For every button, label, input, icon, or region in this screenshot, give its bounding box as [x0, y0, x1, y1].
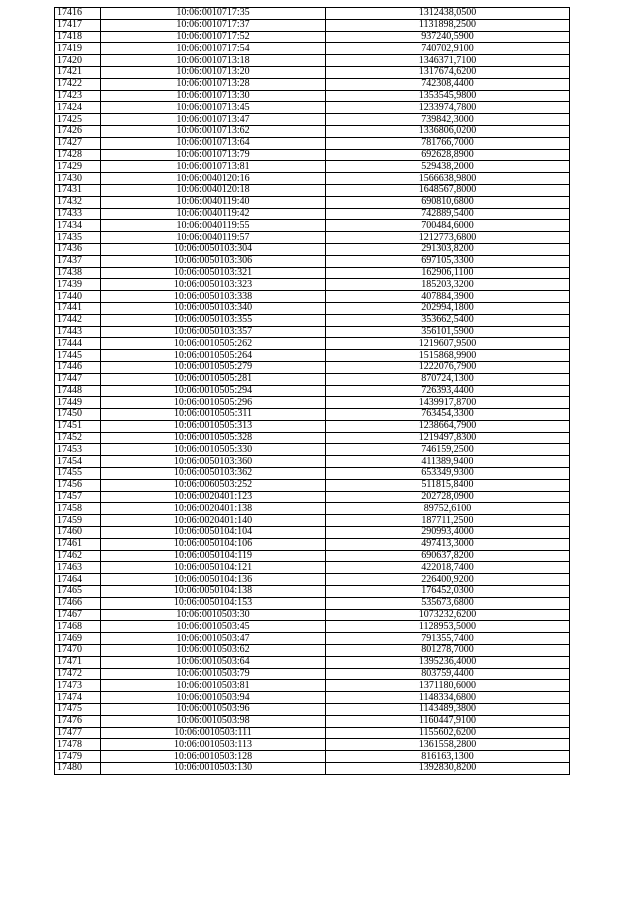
table-row	[55, 715, 570, 727]
table-row	[55, 491, 570, 503]
table-row	[55, 208, 570, 220]
cadastral-number-cell: 10:06:0050103:340	[101, 302, 326, 314]
row-number-cell: 17433	[55, 208, 101, 220]
cadastral-number-cell: 10:06:0010505:264	[101, 350, 326, 362]
row-number-cell: 17442	[55, 314, 101, 326]
row-number-cell: 17464	[55, 574, 101, 586]
value-cell: 1212773,6800	[326, 232, 570, 244]
row-number-cell: 17473	[55, 680, 101, 692]
row-number-cell: 17428	[55, 149, 101, 161]
cadastral-number-cell: 10:06:0050103:355	[101, 314, 326, 326]
value-cell: 356101,5900	[326, 326, 570, 338]
row-number-cell: 17445	[55, 350, 101, 362]
row-number-cell: 17432	[55, 196, 101, 208]
value-cell: 697105,3300	[326, 255, 570, 267]
row-number-cell: 17438	[55, 267, 101, 279]
value-cell: 801278,7000	[326, 645, 570, 657]
row-number-cell: 17468	[55, 621, 101, 633]
table-row	[55, 656, 570, 668]
value-cell: 1439917,8700	[326, 397, 570, 409]
cadastral-number-cell: 10:06:0010505:328	[101, 432, 326, 444]
row-number-cell: 17454	[55, 456, 101, 468]
table-row	[55, 291, 570, 303]
table-row	[55, 586, 570, 598]
cadastral-number-cell: 10:06:0010503:62	[101, 645, 326, 657]
value-cell: 1238664,7900	[326, 420, 570, 432]
cadastral-number-cell: 10:06:0020401:140	[101, 515, 326, 527]
value-cell: 1566638,9800	[326, 173, 570, 185]
row-number-cell: 17434	[55, 220, 101, 232]
row-number-cell: 17478	[55, 739, 101, 751]
row-number-cell: 17452	[55, 432, 101, 444]
table-row	[55, 326, 570, 338]
value-cell: 937240,5900	[326, 31, 570, 43]
row-number-cell: 17422	[55, 78, 101, 90]
cadastral-number-cell: 10:06:0050103:323	[101, 279, 326, 291]
row-number-cell: 17437	[55, 255, 101, 267]
table-row	[55, 562, 570, 574]
table-row	[55, 680, 570, 692]
cadastral-number-cell: 10:06:0010503:94	[101, 692, 326, 704]
value-cell: 176452,0300	[326, 586, 570, 598]
row-number-cell: 17424	[55, 102, 101, 114]
row-number-cell: 17421	[55, 66, 101, 78]
row-number-cell: 17444	[55, 338, 101, 350]
cadastral-number-cell: 10:06:0010505:296	[101, 397, 326, 409]
row-number-cell: 17460	[55, 527, 101, 539]
value-cell: 1219497,8300	[326, 432, 570, 444]
value-cell: 422018,7400	[326, 562, 570, 574]
value-cell: 690637,8200	[326, 550, 570, 562]
value-cell: 407884,3900	[326, 291, 570, 303]
table-row	[55, 527, 570, 539]
value-cell: 162906,1100	[326, 267, 570, 279]
cadastral-number-cell: 10:06:0040119:57	[101, 232, 326, 244]
value-cell: 497413,3000	[326, 538, 570, 550]
row-number-cell: 17423	[55, 90, 101, 102]
table-row	[55, 373, 570, 385]
row-number-cell: 17463	[55, 562, 101, 574]
cadastral-number-cell: 10:06:0020401:123	[101, 491, 326, 503]
cadastral-number-cell: 10:06:0010717:37	[101, 19, 326, 31]
row-number-cell: 17471	[55, 656, 101, 668]
row-number-cell: 17472	[55, 668, 101, 680]
row-number-cell: 17440	[55, 291, 101, 303]
row-number-cell: 17450	[55, 409, 101, 421]
row-number-cell: 17457	[55, 491, 101, 503]
row-number-cell: 17430	[55, 173, 101, 185]
cadastral-number-cell: 10:06:0010505:262	[101, 338, 326, 350]
table-row	[55, 633, 570, 645]
cadastral-number-cell: 10:06:0010503:96	[101, 704, 326, 716]
table-row	[55, 125, 570, 137]
value-cell: 1392830,8200	[326, 763, 570, 775]
value-cell: 1131898,2500	[326, 19, 570, 31]
cadastral-number-cell: 10:06:0040120:16	[101, 173, 326, 185]
value-cell: 1155602,6200	[326, 727, 570, 739]
table-row	[55, 609, 570, 621]
table-row	[55, 184, 570, 196]
cadastral-number-cell: 10:06:0010717:52	[101, 31, 326, 43]
table-row	[55, 692, 570, 704]
table-row	[55, 196, 570, 208]
value-cell: 870724,1300	[326, 373, 570, 385]
cadastral-number-cell: 10:06:0050103:306	[101, 255, 326, 267]
cadastral-number-cell: 10:06:0010717:35	[101, 8, 326, 20]
value-cell: 1346371,7100	[326, 55, 570, 67]
table-row	[55, 149, 570, 161]
value-cell: 1128953,5000	[326, 621, 570, 633]
row-number-cell: 17476	[55, 715, 101, 727]
row-number-cell: 17436	[55, 243, 101, 255]
table-row	[55, 43, 570, 55]
table-row	[55, 232, 570, 244]
table-row	[55, 739, 570, 751]
row-number-cell: 17419	[55, 43, 101, 55]
value-cell: 187711,2500	[326, 515, 570, 527]
table-row	[55, 338, 570, 350]
value-cell: 1336806,0200	[326, 125, 570, 137]
cadastral-number-cell: 10:06:0040120:18	[101, 184, 326, 196]
value-cell: 185203,3200	[326, 279, 570, 291]
cadastral-number-cell: 10:06:0020401:138	[101, 503, 326, 515]
table-row	[55, 503, 570, 515]
row-number-cell: 17448	[55, 385, 101, 397]
cadastral-number-cell: 10:06:0050104:136	[101, 574, 326, 586]
table-row	[55, 621, 570, 633]
table-row	[55, 161, 570, 173]
table-row	[55, 302, 570, 314]
cadastral-number-cell: 10:06:0010505:281	[101, 373, 326, 385]
table-row	[55, 102, 570, 114]
value-cell: 1515868,9900	[326, 350, 570, 362]
cadastral-number-cell: 10:06:0010713:64	[101, 137, 326, 149]
value-cell: 781766,7000	[326, 137, 570, 149]
table-row	[55, 550, 570, 562]
value-cell: 692628,8900	[326, 149, 570, 161]
value-cell: 1160447,9100	[326, 715, 570, 727]
value-cell: 511815,8400	[326, 479, 570, 491]
value-cell: 690810,6800	[326, 196, 570, 208]
cadastral-number-cell: 10:06:0010503:128	[101, 751, 326, 763]
table-row	[55, 479, 570, 491]
table-row	[55, 397, 570, 409]
table-row	[55, 314, 570, 326]
value-cell: 740702,9100	[326, 43, 570, 55]
value-cell: 1233974,7800	[326, 102, 570, 114]
cadastral-number-cell: 10:06:0010503:79	[101, 668, 326, 680]
row-number-cell: 17459	[55, 515, 101, 527]
table-row	[55, 468, 570, 480]
row-number-cell: 17461	[55, 538, 101, 550]
cadastral-number-cell: 10:06:0010505:311	[101, 409, 326, 421]
row-number-cell: 17470	[55, 645, 101, 657]
table-row	[55, 31, 570, 43]
cadastral-number-cell: 10:06:0010503:111	[101, 727, 326, 739]
value-cell: 1312438,0500	[326, 8, 570, 20]
row-number-cell: 17447	[55, 373, 101, 385]
row-number-cell: 17443	[55, 326, 101, 338]
row-number-cell: 17439	[55, 279, 101, 291]
value-cell: 1371180,6000	[326, 680, 570, 692]
table-row	[55, 279, 570, 291]
table-row	[55, 361, 570, 373]
table-row	[55, 55, 570, 67]
cadastral-number-cell: 10:06:0010505:294	[101, 385, 326, 397]
row-number-cell: 17462	[55, 550, 101, 562]
cadastral-number-cell: 10:06:0010503:98	[101, 715, 326, 727]
cadastral-number-cell: 10:06:0040119:42	[101, 208, 326, 220]
table-row	[55, 574, 570, 586]
row-number-cell: 17458	[55, 503, 101, 515]
value-cell: 1219607,9500	[326, 338, 570, 350]
value-cell: 763454,3300	[326, 409, 570, 421]
table-row	[55, 173, 570, 185]
cadastral-number-cell: 10:06:0050103:360	[101, 456, 326, 468]
cadastral-number-cell: 10:06:0010717:54	[101, 43, 326, 55]
value-cell: 1143489,3800	[326, 704, 570, 716]
value-cell: 726393,4400	[326, 385, 570, 397]
value-cell: 791355,7400	[326, 633, 570, 645]
row-number-cell: 17429	[55, 161, 101, 173]
cadastral-number-cell: 10:06:0040119:55	[101, 220, 326, 232]
row-number-cell: 17469	[55, 633, 101, 645]
row-number-cell: 17435	[55, 232, 101, 244]
table-row	[55, 763, 570, 775]
table-row	[55, 668, 570, 680]
table-row	[55, 727, 570, 739]
cadastral-number-cell: 10:06:0010713:62	[101, 125, 326, 137]
cadastral-number-cell: 10:06:0010503:30	[101, 609, 326, 621]
value-cell: 1073232,6200	[326, 609, 570, 621]
cadastral-number-cell: 10:06:0050104:106	[101, 538, 326, 550]
cadastral-number-cell: 10:06:0040119:40	[101, 196, 326, 208]
table-row	[55, 645, 570, 657]
cadastral-number-cell: 10:06:0010503:113	[101, 739, 326, 751]
row-number-cell: 17449	[55, 397, 101, 409]
cadastral-number-cell: 10:06:0010503:47	[101, 633, 326, 645]
table-row	[55, 456, 570, 468]
value-cell: 353662,5400	[326, 314, 570, 326]
table-row	[55, 420, 570, 432]
value-cell: 290993,4000	[326, 527, 570, 539]
value-cell: 202994,1800	[326, 302, 570, 314]
table-row	[55, 114, 570, 126]
cadastral-number-cell: 10:06:0050104:121	[101, 562, 326, 574]
table-row	[55, 515, 570, 527]
table-row	[55, 243, 570, 255]
value-cell: 89752,6100	[326, 503, 570, 515]
row-number-cell: 17474	[55, 692, 101, 704]
row-number-cell: 17465	[55, 586, 101, 598]
value-cell: 226400,9200	[326, 574, 570, 586]
value-cell: 1648567,8000	[326, 184, 570, 196]
row-number-cell: 17418	[55, 31, 101, 43]
row-number-cell: 17420	[55, 55, 101, 67]
cadastral-number-cell: 10:06:0050103:362	[101, 468, 326, 480]
value-cell: 1317674,6200	[326, 66, 570, 78]
cadastral-number-cell: 10:06:0010713:28	[101, 78, 326, 90]
cadastral-number-cell: 10:06:0060503:252	[101, 479, 326, 491]
table-row	[55, 538, 570, 550]
table-row	[55, 66, 570, 78]
cadastral-number-cell: 10:06:0010713:81	[101, 161, 326, 173]
cadastral-number-cell: 10:06:0050103:357	[101, 326, 326, 338]
row-number-cell: 17453	[55, 444, 101, 456]
row-number-cell: 17416	[55, 8, 101, 20]
value-cell: 653349,9300	[326, 468, 570, 480]
cadastral-number-cell: 10:06:0050104:119	[101, 550, 326, 562]
value-cell: 1353545,9800	[326, 90, 570, 102]
table-body	[55, 8, 570, 775]
cadastral-number-cell: 10:06:0050104:104	[101, 527, 326, 539]
cadastral-number-cell: 10:06:0010505:313	[101, 420, 326, 432]
cadastral-number-cell: 10:06:0010505:330	[101, 444, 326, 456]
table-row	[55, 597, 570, 609]
row-number-cell: 17431	[55, 184, 101, 196]
row-number-cell: 17426	[55, 125, 101, 137]
value-cell: 1395236,4000	[326, 656, 570, 668]
row-number-cell: 17427	[55, 137, 101, 149]
row-number-cell: 17480	[55, 763, 101, 775]
table-row	[55, 8, 570, 20]
value-cell: 803759,4400	[326, 668, 570, 680]
table-row	[55, 19, 570, 31]
cadastral-number-cell: 10:06:0010503:45	[101, 621, 326, 633]
table-row	[55, 409, 570, 421]
table-row	[55, 137, 570, 149]
table-row	[55, 444, 570, 456]
value-cell: 1222076,7900	[326, 361, 570, 373]
value-cell: 746159,2500	[326, 444, 570, 456]
cadastral-number-cell: 10:06:0010503:81	[101, 680, 326, 692]
cadastral-number-cell: 10:06:0050104:138	[101, 586, 326, 598]
table-row	[55, 385, 570, 397]
value-cell: 529438,2000	[326, 161, 570, 173]
value-cell: 739842,3000	[326, 114, 570, 126]
value-cell: 1361558,2800	[326, 739, 570, 751]
row-number-cell: 17477	[55, 727, 101, 739]
table-row	[55, 432, 570, 444]
row-number-cell: 17475	[55, 704, 101, 716]
row-number-cell: 17466	[55, 597, 101, 609]
cadastral-number-cell: 10:06:0010503:130	[101, 763, 326, 775]
cadastral-number-cell: 10:06:0010713:45	[101, 102, 326, 114]
value-cell: 291303,8200	[326, 243, 570, 255]
table-row	[55, 267, 570, 279]
table-row	[55, 90, 570, 102]
table-row	[55, 78, 570, 90]
cadastral-number-cell: 10:06:0050103:304	[101, 243, 326, 255]
cadastral-number-cell: 10:06:0050103:338	[101, 291, 326, 303]
row-number-cell: 17456	[55, 479, 101, 491]
row-number-cell: 17455	[55, 468, 101, 480]
cadastral-number-cell: 10:06:0010713:20	[101, 66, 326, 78]
value-cell: 411389,9400	[326, 456, 570, 468]
row-number-cell: 17425	[55, 114, 101, 126]
table-row	[55, 220, 570, 232]
row-number-cell: 17441	[55, 302, 101, 314]
row-number-cell: 17479	[55, 751, 101, 763]
cadastral-number-cell: 10:06:0010713:47	[101, 114, 326, 126]
value-cell: 700484,6000	[326, 220, 570, 232]
value-cell: 1148334,6800	[326, 692, 570, 704]
value-cell: 816163,1300	[326, 751, 570, 763]
table-row	[55, 350, 570, 362]
value-cell: 742889,5400	[326, 208, 570, 220]
cadastral-value-table	[54, 7, 570, 775]
table-row	[55, 751, 570, 763]
cadastral-number-cell: 10:06:0050103:321	[101, 267, 326, 279]
cadastral-number-cell: 10:06:0010505:279	[101, 361, 326, 373]
table-row	[55, 255, 570, 267]
table-row	[55, 704, 570, 716]
cadastral-number-cell: 10:06:0050104:153	[101, 597, 326, 609]
value-cell: 742308,4400	[326, 78, 570, 90]
row-number-cell: 17451	[55, 420, 101, 432]
cadastral-number-cell: 10:06:0010503:64	[101, 656, 326, 668]
row-number-cell: 17417	[55, 19, 101, 31]
value-cell: 202728,0900	[326, 491, 570, 503]
value-cell: 535673,6800	[326, 597, 570, 609]
cadastral-number-cell: 10:06:0010713:79	[101, 149, 326, 161]
cadastral-number-cell: 10:06:0010713:30	[101, 90, 326, 102]
row-number-cell: 17446	[55, 361, 101, 373]
row-number-cell: 17467	[55, 609, 101, 621]
cadastral-number-cell: 10:06:0010713:18	[101, 55, 326, 67]
